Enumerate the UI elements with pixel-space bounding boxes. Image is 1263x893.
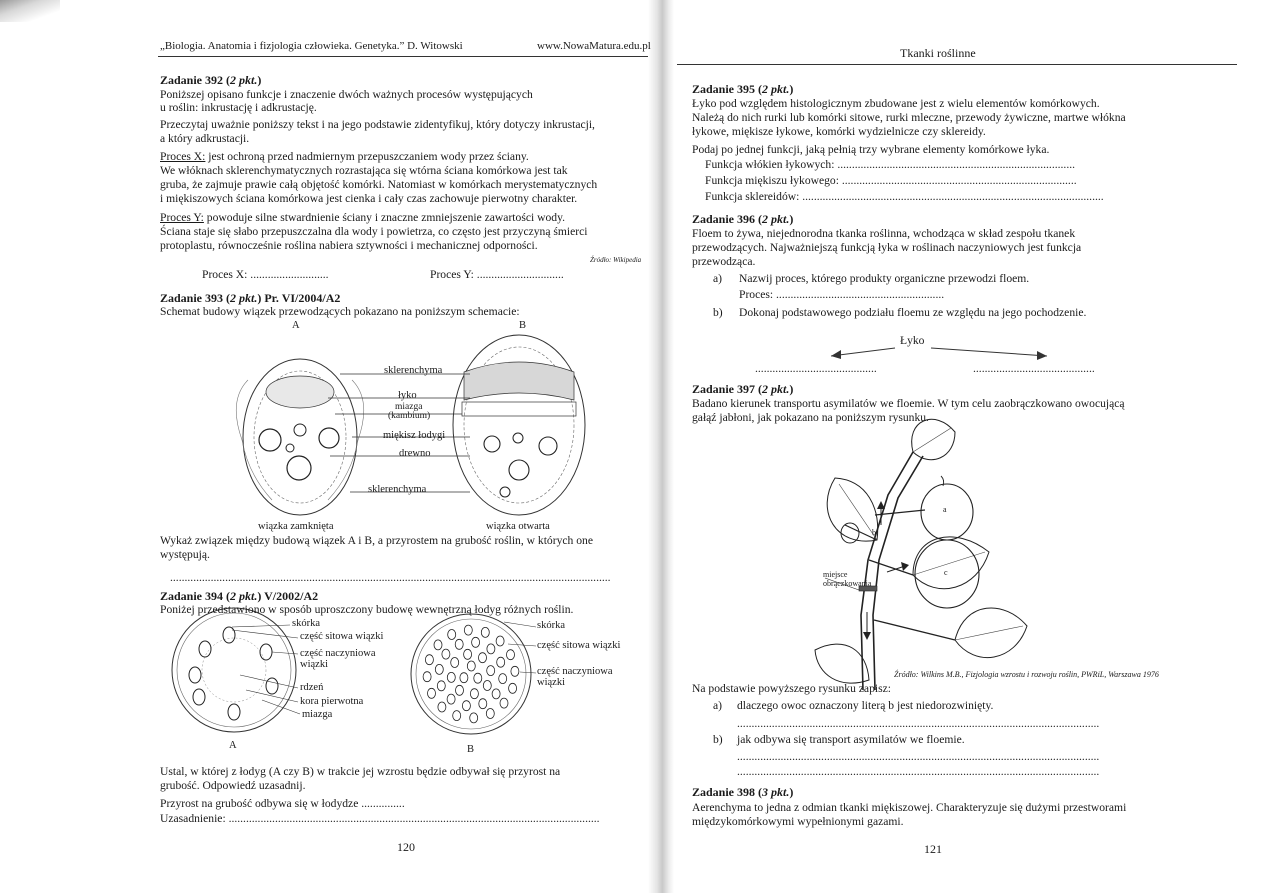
vascular-bundle-mark xyxy=(487,644,495,654)
vascular-bundle-mark xyxy=(455,639,463,649)
task-394-intro: Poniżej przedstawiono w sposób uproszczony budowę wewnętrzną łodyg różnych roślin. xyxy=(160,603,574,616)
phloem-tree-right-answer[interactable]: .......................................... xyxy=(973,362,1095,375)
task-395-line: Należą do nich rurki lub komórki sitowe, rurki mleczne, przewody żywiczne, martwe włókna xyxy=(692,111,1126,124)
vascular-bundle-mark xyxy=(456,685,464,695)
vascular-bundle-mark xyxy=(483,681,491,691)
task-397-b-answer-1[interactable]: ............................................................................................................................. xyxy=(737,750,1100,763)
stem-a-label-cambium: miazga xyxy=(302,709,333,720)
vascular-bundle-mark xyxy=(467,661,475,671)
vascular-bundle-mark xyxy=(428,688,436,698)
task-395-line: Podaj po jednej funkcji, jaką pełnią trzy wybrane elementy komórkowe łyka. xyxy=(692,143,1050,156)
stem-b-label-xylem-2: wiązki xyxy=(537,677,565,688)
task-392-line: gruba, że zajmuje prawie całą objętość komórki. Natomiast w komórkach merystematycznych xyxy=(160,178,598,191)
vascular-bundle-mark xyxy=(474,673,482,683)
girdling-label-2: obrączkowania xyxy=(823,579,872,588)
stem-a-label-xylem: część naczyniowa xyxy=(300,648,376,659)
task-396-a-marker: a) xyxy=(713,272,723,285)
task-392-line: We włóknach sklerenchymatycznych rozrastająca się wtórna ściana komórkowa jest tak xyxy=(160,164,568,177)
task-395-answer-fibers[interactable]: Funkcja włókien łykowych: .................................................................................. xyxy=(705,158,1076,171)
diagram-label-sklerenchyma: sklerenchyma xyxy=(384,365,443,376)
vascular-bundle-mark xyxy=(470,689,478,699)
task-394-question: Ustal, w której z łodyg (A czy B) w trakcie jej wzrostu będzie odbywał się przyrost na xyxy=(160,765,561,778)
vascular-bundle-mark xyxy=(509,683,517,693)
vascular-bundle-mark xyxy=(496,636,504,646)
diagram-label-miekisz: miękisz łodygi xyxy=(383,430,446,441)
task-392-line: a który adkrustacji. xyxy=(160,132,250,145)
vascular-bundle-mark xyxy=(442,649,450,659)
vascular-bundle-mark xyxy=(447,694,455,704)
task-397-b-text: jak odbywa się transport asymilatów we floemie. xyxy=(737,733,965,746)
task-395-title: Zadanie 395 (2 pkt.) xyxy=(692,82,794,96)
phloem-tree-left-answer[interactable]: .......................................... xyxy=(755,362,877,375)
vascular-bundle-mark xyxy=(492,689,500,699)
task-395-line: łykowe, miękisze łykowe, komórki wydzielnicze czy sklereidy. xyxy=(692,125,986,138)
diagram-label-kambium: (kambium) xyxy=(388,411,431,421)
task-396-a-answer[interactable]: Proces: .......................................................... xyxy=(739,288,945,301)
task-392-process-x: Proces X: jest ochroną przed nadmiernym przepuszczaniem wody przez ściany. xyxy=(160,150,529,163)
stem-a-label-skin: skórka xyxy=(292,618,320,629)
task-398-line: Aerenchyma to jedna z odmian tkanki miękiszowej. Charakteryzuje się dużymi przestworami xyxy=(692,801,1127,814)
vascular-bundle-mark xyxy=(460,673,468,683)
caption-open-bundle: wiązka otwarta xyxy=(486,521,550,532)
fruit-label-a: a xyxy=(943,505,947,514)
vascular-bundle-mark xyxy=(479,653,487,663)
right-running-head: Tkanki roślinne xyxy=(900,46,976,60)
task-393-answer-line[interactable]: ........................................................................................................................................................ xyxy=(170,571,611,584)
caption-closed-bundle: wiązka zamknięta xyxy=(258,521,334,532)
vascular-bundle-mark xyxy=(464,649,472,659)
task-392-line: Ściana staje się słabo przepuszczalna dla wody i powietrza, co często jest przyczyną śmierci xyxy=(160,225,588,238)
figure-label-a: A xyxy=(292,320,300,331)
task-396-a-text: Nazwij proces, którego produkty organiczne przewodzi floem. xyxy=(739,272,1030,285)
fruit-label-b: b xyxy=(872,528,876,537)
task-397-prompt: Na podstawie powyższego rysunku zapisz: xyxy=(692,682,891,695)
vascular-bundle-mark xyxy=(462,701,470,711)
task-397-a-marker: a) xyxy=(713,699,723,712)
left-page-number: 120 xyxy=(397,840,415,854)
vascular-bundle-mark xyxy=(464,625,472,635)
task-392-line: Przeczytaj uważnie poniższy tekst i na jego podstawie zidentyfikuj, który dotyczy inkrustacji, xyxy=(160,118,595,131)
task-396-line: przewodzących. Najważniejszą funkcją łyka w roślinach naczyniowych jest funkcja xyxy=(692,241,1082,254)
task-396-line: przewodząca. xyxy=(692,255,756,268)
right-page xyxy=(655,0,1263,893)
diagram-label-drewno: drewno xyxy=(399,448,431,459)
left-running-head-url: www.NowaMatura.edu.pl xyxy=(537,40,651,52)
task-392-line: Poniższej opisano funkcje i znaczenie dwóch ważnych procesów występujących xyxy=(160,88,533,101)
vascular-bundle-mark xyxy=(500,698,508,708)
stem-a-label-phloem: część sitowa wiązki xyxy=(300,631,384,642)
task-394-title: Zadanie 394 (2 pkt.) V/2002/A2 xyxy=(160,589,319,603)
task-396-line: Floem to żywa, niejednorodna tkanka roślinna, wchodząca w skład zespołu tkanek xyxy=(692,227,1076,240)
vascular-bundle-mark xyxy=(472,637,480,647)
vascular-bundle-mark xyxy=(447,672,455,682)
figure-label-b: B xyxy=(519,320,527,331)
task-393-question: występują. xyxy=(160,548,210,561)
task-392-title: Zadanie 392 (2 pkt.) xyxy=(160,73,262,87)
diagram-label-sklerenchyma-2: sklerenchyma xyxy=(368,484,427,495)
task-397-title: Zadanie 397 (2 pkt.) xyxy=(692,382,794,396)
vascular-bundle-mark xyxy=(499,674,507,684)
task-393-intro: Schemat budowy wiązek przewodzących pokazano na poniższym schemacie: xyxy=(160,305,520,318)
task-393-title: Zadanie 393 (2 pkt.) Pr. VI/2004/A2 xyxy=(160,291,341,305)
stem-b-label-skin: skórka xyxy=(537,620,565,631)
task-392-answer-y[interactable]: Proces Y: .............................. xyxy=(430,268,564,281)
task-397-line: gałąź jabłoni, jak pokazano na poniższym rysunku. xyxy=(692,411,929,424)
vascular-bundle-mark xyxy=(470,713,478,723)
task-392-line: protoplastu, równocześnie roślina nabiera sztywności i mechanicznej odporności. xyxy=(160,239,538,252)
stem-a-label-xylem-2: wiązki xyxy=(300,659,328,670)
task-397-b-marker: b) xyxy=(713,733,723,746)
vascular-bundle-mark xyxy=(437,681,445,691)
stem-a-label-pith: rdzeń xyxy=(300,682,324,693)
vascular-bundle-mark xyxy=(434,640,442,650)
vascular-bundle-mark xyxy=(481,627,489,637)
stem-b-label-xylem: część naczyniowa xyxy=(537,666,613,677)
task-392-line: i miękiszowych ściana komórkowa jest cienka i cały czas zachowuje pierwotny charakter. xyxy=(160,192,578,205)
task-394-answer-justification[interactable]: Uzasadnienie: ................................................................................................................................ xyxy=(160,812,600,825)
task-397-line: Badano kierunek transportu asymilatów we floemie. W tym celu zaobrączkowano owocującą xyxy=(692,397,1125,410)
left-running-head: „Biologia. Anatomia i fizjologia człowieka. Genetyka.” D. Witowski xyxy=(160,40,463,52)
task-393-question: Wykaż związek między budową wiązek A i B, a przyrostem na grubość roślin, w których one xyxy=(160,534,593,547)
task-397-a-text: dlaczego owoc oznaczony literą b jest niedorozwinięty. xyxy=(737,699,994,712)
task-396-b-marker: b) xyxy=(713,306,723,319)
task-397-source: Źródło: Wilkins M.B., Fizjologia wzrostu i rozwoju roślin, PWRiL, Warszawa 1976 xyxy=(894,670,1159,679)
vascular-bundle-mark xyxy=(507,650,515,660)
vascular-bundle-mark xyxy=(448,630,456,640)
vascular-bundle-mark xyxy=(487,666,495,676)
task-395-answer-sclereids[interactable]: Funkcja sklereidów: ........................................................................................................ xyxy=(705,190,1104,203)
stem-b-label-phloem: część sitowa wiązki xyxy=(537,640,621,651)
vascular-bundle-mark xyxy=(511,666,519,676)
girdling-label: miejsce xyxy=(823,570,848,579)
vascular-bundle-mark xyxy=(423,672,431,682)
task-397-a-answer[interactable]: ............................................................................................................................. xyxy=(737,717,1100,730)
stem-a-caption: A xyxy=(229,740,237,751)
task-392-line: u roślin: inkrustację i adkrustację. xyxy=(160,101,317,114)
task-398-title: Zadanie 398 (3 pkt.) xyxy=(692,785,794,799)
vascular-bundle-mark xyxy=(435,664,443,674)
right-page-number: 121 xyxy=(924,842,942,856)
diagram-label-lyko: łyko xyxy=(398,390,417,401)
stem-b-caption: B xyxy=(467,744,475,755)
diagram-label-miazga: miazga xyxy=(395,402,423,412)
vascular-bundle-mark xyxy=(453,711,461,721)
task-396-b-text: Dokonaj podstawowego podziału floemu ze względu na jego pochodzenie. xyxy=(739,306,1087,319)
vascular-bundle-mark xyxy=(425,655,433,665)
task-392-source: Źródło: Wikipedia xyxy=(590,256,642,264)
task-394-answer-growth[interactable]: Przyrost na grubość odbywa się w łodydze ............... xyxy=(160,797,405,810)
vascular-bundle-mark xyxy=(497,657,505,667)
vascular-bundle-mark xyxy=(486,709,494,719)
task-392-answer-x[interactable]: Proces X: ........................... xyxy=(202,268,329,281)
vascular-bundle-mark xyxy=(451,658,459,668)
vascular-bundle-mark xyxy=(438,702,446,712)
stem-a-label-cortex: kora pierwotna xyxy=(300,696,364,707)
task-395-line: Łyko pod względem histologicznym zbudowane jest z wielu elementów komórkowych. xyxy=(692,97,1100,110)
fruit-label-c: c xyxy=(944,568,948,577)
task-398-line: międzykomórkowymi wypełnionymi gazami. xyxy=(692,815,904,828)
vascular-bundle-mark xyxy=(479,699,487,709)
task-394-question: grubość. Odpowiedź uzasadnij. xyxy=(160,779,306,792)
task-395-answer-parenchyma[interactable]: Funkcja miękiszu łykowego: ................................................................................. xyxy=(705,174,1077,187)
task-396-title: Zadanie 396 (2 pkt.) xyxy=(692,212,794,226)
task-392-process-y: Proces Y: powoduje silne stwardnienie ściany i znaczne zmniejszenie zawartości wody. xyxy=(160,211,566,224)
task-397-b-answer-2[interactable]: ............................................................................................................................. xyxy=(737,765,1100,778)
phloem-tree-root: Łyko xyxy=(900,334,925,347)
